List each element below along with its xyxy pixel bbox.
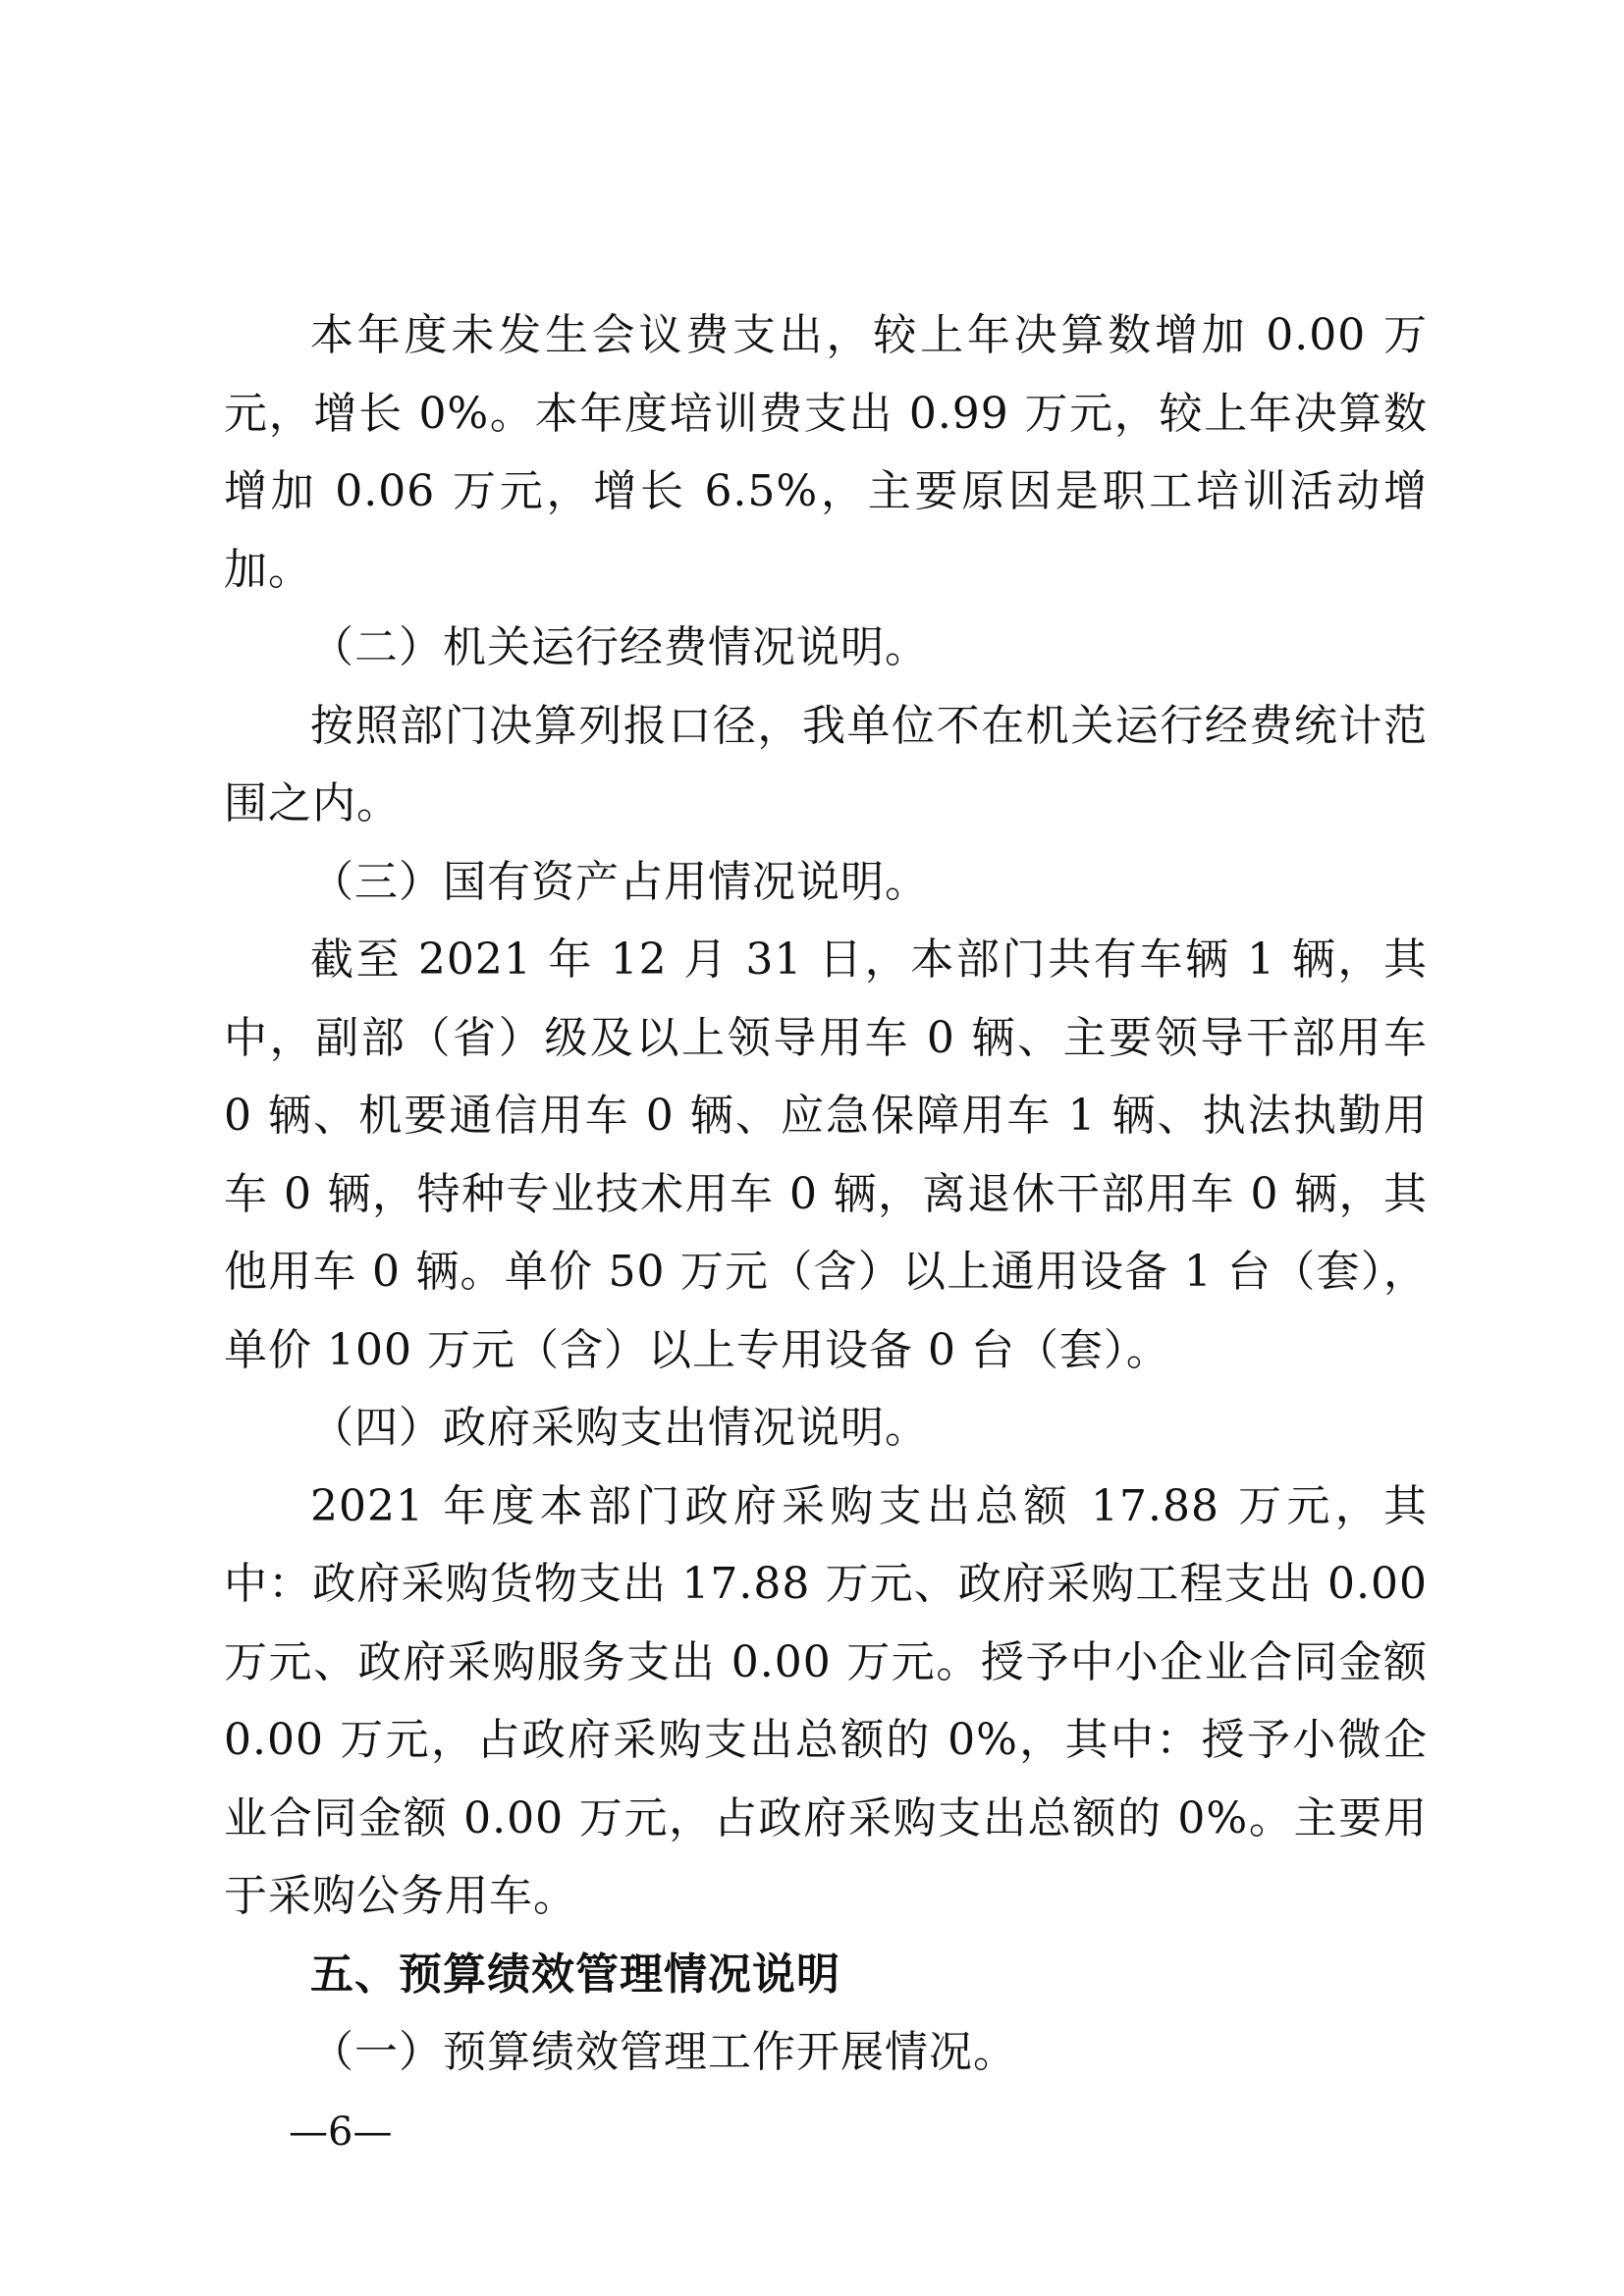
section-heading-performance-work: （一）预算绩效管理工作开展情况。 [310, 2027, 1017, 2077]
paragraph-procurement: 2021 年度本部门政府采购支出总额 17.88 万元，其中：政府采购货物支出 17.88 万元、政府采购工程支出 0.00 万元、政府采购服务支出 0.00 万元。授予中小企业合同金额 0.00 万元，占政府采购支出总额的 0%，其中：授予小微企业合同金额 0.00 万元，占政府采购支出总额的 0%。主要用于采购公务用车。 [224, 1480, 1428, 1921]
paragraph-operating-funds: 按照部门决算列报口径，我单位不在机关运行经费统计范围之内。 [224, 700, 1428, 828]
section-heading-operating-funds: （二）机关运行经费情况说明。 [310, 622, 929, 672]
paragraph-state-assets: 截至 2021 年 12 月 31 日，本部门共有车辆 1 辆，其中，副部（省）级及以上领导用车 0 辆、主要领导干部用车 0 辆、机要通信用车 0 辆、应急保障用车 1 辆、执法执勤用车 0 辆，特种专业技术用车 0 辆，离退休干部用车 0 辆，其他用车 0 辆。单价 50 万元（含）以上通用设备 1 台（套），单价 100 万元（含）以上专用设备 0 台（套）。 [224, 934, 1428, 1375]
document-body [224, 296, 1428, 2092]
section-heading-state-assets: （三）国有资产占用情况说明。 [310, 856, 929, 907]
page-number: —6— [289, 2109, 393, 2155]
section-heading-procurement: （四）政府采购支出情况说明。 [310, 1403, 929, 1453]
paragraph-meeting-training-fees: 本年度未发生会议费支出，较上年决算数增加 0.00 万元，增长 0%。本年度培训费支出 0.99 万元，较上年决算数增加 0.06 万元，增长 6.5%，主要原因是职工培训活动增加。 [224, 310, 1428, 595]
chapter-heading-performance-management: 五、预算绩效管理情况说明 [310, 1949, 840, 2000]
